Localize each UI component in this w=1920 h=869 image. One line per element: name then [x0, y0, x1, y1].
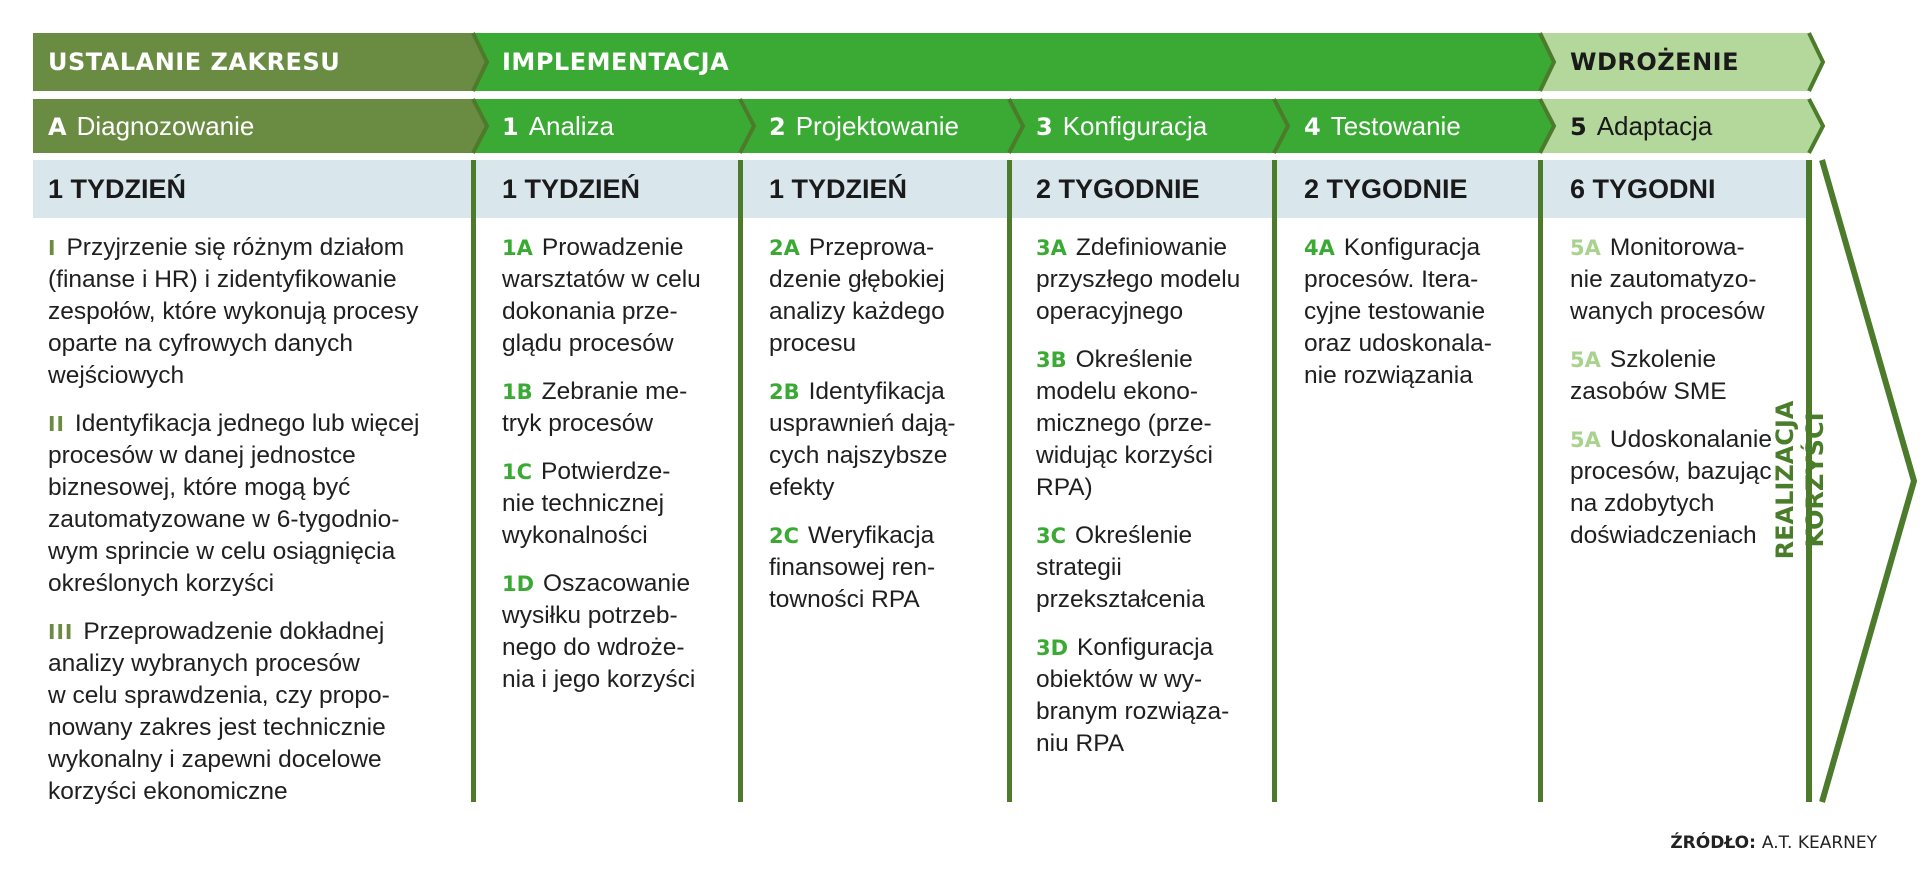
task-code: 3A [1036, 236, 1067, 260]
task-item [502, 568, 701, 696]
column-testowanie [1304, 232, 1492, 408]
task-text: Zdefiniowanie [1075, 234, 1228, 261]
task-code: 2B [769, 380, 800, 404]
task-text-line [502, 376, 701, 408]
task-text-line [769, 376, 956, 408]
task-text-line: niu RPA [1036, 730, 1125, 757]
task-text: Szkolenie [1609, 346, 1717, 373]
outcome-arrow [1822, 160, 1914, 802]
task-text: Weryfikacja [808, 522, 935, 549]
task-text-line: wanych procesów [1570, 298, 1765, 325]
task-text-line [1036, 632, 1240, 664]
task-text-line: doświadczeniach [1570, 522, 1757, 549]
task-text-line: glądu procesów [502, 330, 674, 357]
step-label: Adaptacja [1596, 111, 1713, 141]
task-text: Określenie [1075, 346, 1193, 373]
task-text-line: zasobów SME [1570, 378, 1727, 405]
task-text-line: zespołów, które wykonują procesy [48, 298, 419, 325]
task-text-line: (finanse i HR) i zidentyfikowanie [48, 266, 397, 293]
task-text-line [1570, 232, 1772, 264]
duration-analiza: 1 TYDZIEŃ [502, 174, 641, 204]
task-text-line [769, 520, 956, 552]
task-text-line: branym rozwiąza- [1036, 698, 1230, 725]
task-text-line: nego do wdroże- [502, 634, 685, 661]
task-code: III [48, 620, 74, 644]
task-text-line: nowany zakres jest technicznie [48, 714, 386, 741]
task-text-line: w celu sprawdzenia, czy propo- [48, 682, 390, 709]
task-text: Konfiguracja [1343, 234, 1481, 261]
task-text-line: widując korzyści [1036, 442, 1213, 469]
column-separator [471, 160, 476, 802]
task-item [502, 232, 701, 360]
task-item [1036, 232, 1240, 328]
task-text-line: operacyjnego [1036, 298, 1184, 325]
step-label: Diagnozowanie [76, 111, 255, 141]
task-text-line: modelu ekono- [1036, 378, 1199, 405]
task-text: Potwierdze- [541, 458, 671, 485]
task-text-line: korzyści ekonomiczne [48, 778, 288, 805]
task-code: 1C [502, 460, 533, 484]
task-item [502, 376, 701, 440]
task-text: Przeprowadzenie dokładnej [83, 618, 385, 645]
task-text-line: finansowej ren- [769, 554, 936, 581]
phase-label-scope: USTALANIE ZAKRESU [48, 48, 341, 76]
task-text-line: wejściowych [48, 362, 185, 389]
task-text-line: biznesowej, które mogą być [48, 474, 351, 501]
task-text-line: towności RPA [769, 586, 920, 613]
task-text-line [1036, 520, 1240, 552]
task-text-line: nie technicznej [502, 490, 665, 517]
step-label: Konfiguracja [1062, 111, 1208, 141]
step-adaptacja [1570, 99, 1712, 153]
task-text: Konfiguracja [1077, 634, 1214, 661]
outcome-label-line1: REALIZACJA [1771, 400, 1799, 560]
task-text-line [502, 456, 701, 488]
task-item [1304, 232, 1492, 392]
task-item [1036, 632, 1240, 760]
task-code: 2C [769, 524, 800, 548]
task-text-line: nie rozwiązania [1304, 362, 1473, 389]
task-text-line: wykonalności [502, 522, 648, 549]
column-konfiguracja [1036, 232, 1240, 776]
task-text-line: usprawnień dają- [769, 410, 956, 437]
task-text-line: zautomatyzowane w 6-tygodnio- [48, 506, 400, 533]
task-text-line: określonych korzyści [48, 570, 275, 597]
task-text-line: obiektów w wy- [1036, 666, 1203, 693]
task-text-line [48, 408, 419, 440]
task-code: 4A [1304, 236, 1335, 260]
task-text: Identyfikacja jednego lub więcej [74, 410, 420, 437]
task-text-line [502, 232, 701, 264]
duration-projektowanie: 1 TYDZIEŃ [769, 174, 908, 204]
task-item [1036, 344, 1240, 504]
task-text-line: dokonania prze- [502, 298, 678, 325]
task-text-line: analizy wybranych procesów [48, 650, 360, 677]
step-label: Projektowanie [795, 111, 960, 141]
task-item [1570, 424, 1772, 552]
task-item [1570, 232, 1772, 328]
step-number: 3 [1036, 113, 1053, 141]
step-number: 5 [1570, 113, 1587, 141]
task-text-line: micznego (prze- [1036, 410, 1212, 437]
step-konfiguracja [1036, 99, 1207, 153]
step-testowanie [1304, 99, 1461, 153]
task-code: I [48, 236, 57, 260]
task-text-line [1304, 232, 1492, 264]
column-separator [1007, 160, 1012, 802]
task-text-line [48, 232, 419, 264]
task-item [1570, 344, 1772, 408]
task-text-line: cych najszybsze [769, 442, 948, 469]
task-text: Oszacowanie [543, 570, 691, 597]
task-code: 5A [1570, 348, 1601, 372]
step-number: 2 [769, 113, 786, 141]
duration-konfiguracja: 2 TYGODNIE [1036, 174, 1200, 204]
task-text-line: efekty [769, 474, 835, 501]
column-separator [1538, 160, 1543, 802]
task-code: 5A [1570, 428, 1601, 452]
task-item [48, 408, 419, 600]
task-code: 3D [1036, 636, 1069, 660]
task-text-line [48, 616, 419, 648]
task-text-line: nie zautomatyzo- [1570, 266, 1757, 293]
task-text: Udoskonalanie [1609, 426, 1772, 453]
task-code: 1A [502, 236, 533, 260]
outcome-label [1770, 401, 1830, 560]
source-note [1670, 833, 1877, 853]
task-code: 1D [502, 572, 535, 596]
task-text-line [502, 568, 701, 600]
duration-adaptacja: 6 TYGODNI [1570, 174, 1716, 204]
duration-diagnozowanie: 1 TYDZIEŃ [48, 174, 187, 204]
task-text: Zebranie me- [541, 378, 688, 405]
outcome-label-line2: KORZYŚCI [1801, 412, 1829, 548]
column-analiza [502, 232, 701, 712]
task-text-line: na zdobytych [1570, 490, 1715, 517]
task-text-line: przyszłego modelu [1036, 266, 1241, 293]
task-text-line [1570, 344, 1772, 376]
task-text: Monitorowa- [1609, 234, 1745, 261]
task-code: 3B [1036, 348, 1067, 372]
phase-label-implementation: IMPLEMENTACJA [502, 48, 730, 76]
step-number: 4 [1304, 113, 1321, 141]
task-item [48, 616, 419, 808]
task-item [1036, 520, 1240, 616]
task-text-line: wykonalny i zapewni docelowe [48, 746, 382, 773]
task-text-line: procesów. Itera- [1304, 266, 1479, 293]
column-adaptacja [1570, 232, 1772, 568]
column-diagnozowanie [48, 232, 419, 824]
task-text-line [1036, 344, 1240, 376]
task-text-line: analizy każdego [769, 298, 945, 325]
task-code: 2A [769, 236, 800, 260]
task-text-line: oraz udoskonala- [1304, 330, 1492, 357]
task-text-line [1036, 232, 1240, 264]
task-text-line [769, 232, 956, 264]
task-item [48, 232, 419, 392]
source-value: A.T. KEARNEY [1761, 833, 1877, 853]
task-text: Przyjrzenie się różnym działom [66, 234, 405, 261]
column-projektowanie [769, 232, 956, 632]
phase-label-deployment: WDROŻENIE [1570, 48, 1739, 76]
task-text-line [1570, 424, 1772, 456]
task-item [769, 376, 956, 504]
task-text-line: strategii [1036, 554, 1122, 581]
step-projektowanie [769, 99, 959, 153]
task-text-line: procesów, bazując [1570, 458, 1772, 485]
column-separator [738, 160, 743, 802]
task-text: Prowadzenie [541, 234, 684, 261]
task-text-line: wym sprincie w celu osiągnięcia [48, 538, 396, 565]
duration-testowanie: 2 TYGODNIE [1304, 174, 1468, 204]
task-text: Określenie [1075, 522, 1193, 549]
task-text-line: procesu [769, 330, 857, 357]
column-separator [1272, 160, 1277, 802]
task-text-line: warsztatów w celu [502, 266, 701, 293]
task-text: Przeprowa- [808, 234, 935, 261]
task-text-line: przekształcenia [1036, 586, 1205, 613]
task-item [769, 232, 956, 360]
task-text-line: dzenie głębokiej [769, 266, 945, 293]
step-analiza [502, 99, 614, 153]
task-text-line: wysiłku potrzeb- [502, 602, 678, 629]
task-item [502, 456, 701, 552]
task-code: 3C [1036, 524, 1067, 548]
task-text-line: cyjne testowanie [1304, 298, 1486, 325]
task-code: 5A [1570, 236, 1601, 260]
task-code: II [48, 412, 65, 436]
step-number: A [48, 113, 67, 141]
step-diagnozowanie [48, 99, 254, 153]
task-item [769, 520, 956, 616]
step-label: Analiza [528, 111, 614, 141]
step-label: Testowanie [1330, 111, 1461, 141]
task-text-line: tryk procesów [502, 410, 654, 437]
task-text-line: RPA) [1036, 474, 1093, 501]
task-text-line: oparte na cyfrowych danych [48, 330, 354, 357]
task-text: Identyfikacja [808, 378, 945, 405]
step-number: 1 [502, 113, 519, 141]
task-code: 1B [502, 380, 533, 404]
task-text-line: nia i jego korzyści [502, 666, 696, 693]
task-text-line: procesów w danej jednostce [48, 442, 356, 469]
source-label: ŹRÓDŁO: [1670, 833, 1756, 853]
